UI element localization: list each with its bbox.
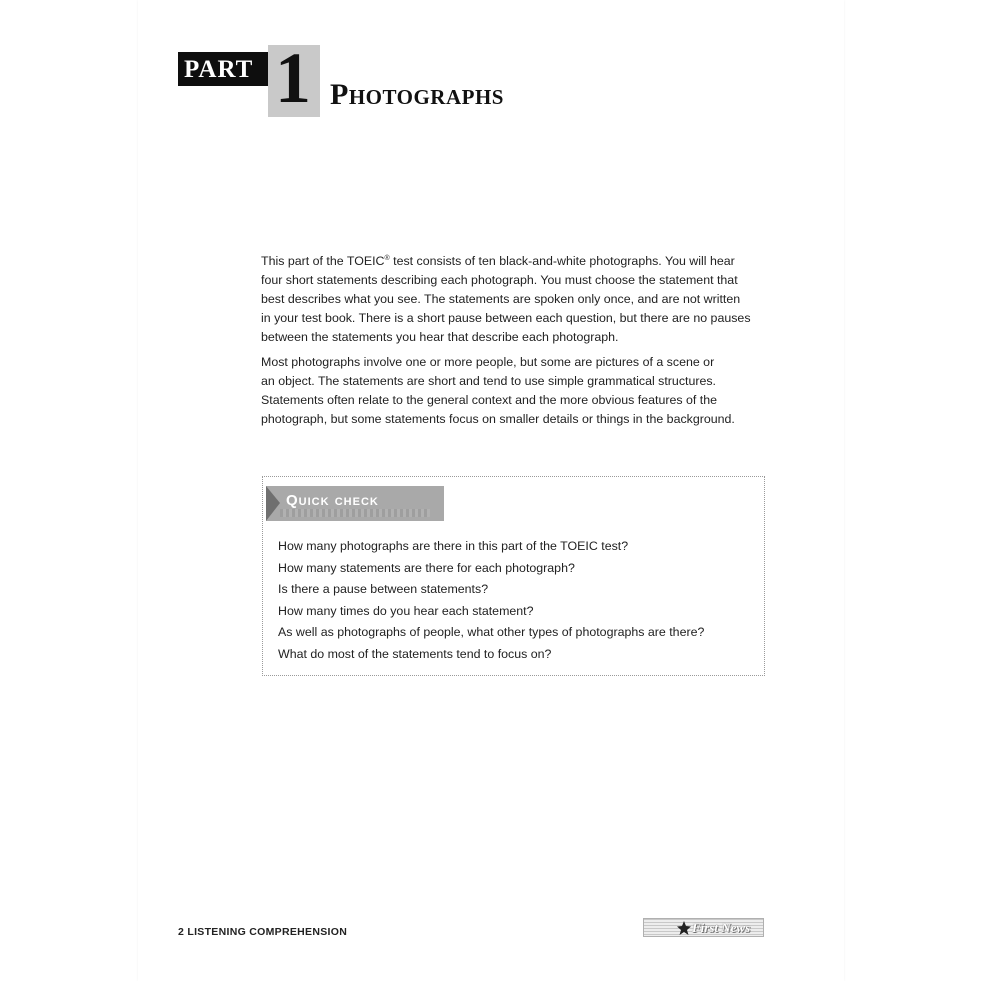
text-fragment: This part of the TOEIC (261, 254, 385, 268)
list-item: How many photographs are there in this part of the TOEIC test? (278, 539, 629, 553)
text-line: photograph, but some statements focus on smaller details or things in the background. (261, 412, 735, 426)
text-line: Statements often relate to the general context and the more obvious features of the (261, 393, 717, 407)
intro-paragraph-1 (261, 252, 781, 347)
part-label: PART (184, 56, 254, 83)
text-fragment: test consists of ten black-and-white photographs. You will hear (389, 254, 735, 268)
registered-mark: ® (384, 255, 390, 262)
list-item: As well as photographs of people, what other types of photographs are there? (278, 625, 705, 639)
star-icon (676, 920, 692, 936)
text-line: Most photographs involve one or more people, but some are pictures of a scene or (261, 355, 715, 369)
text-line: between the statements you hear that describe each photograph. (261, 330, 619, 344)
text-line (261, 252, 781, 271)
publisher-logo (643, 918, 764, 937)
list-item: Is there a pause between statements? (278, 582, 489, 596)
text-line: four short statements describing each photograph. You must choose the statement that (261, 273, 738, 287)
list-item: How many statements are there for each photograph? (278, 560, 575, 575)
quick-check-questions (278, 536, 704, 665)
text-line: best describes what you see. The statements are spoken only once, and are not written (261, 292, 741, 306)
footer (178, 926, 347, 938)
text-line: an object. The statements are short and tend to use simple grammatical structures. (261, 374, 717, 388)
section-name: LISTENING COMPREHENSION (187, 926, 348, 938)
page-number: 2 (178, 926, 185, 938)
list-item: How many times do you hear each statement? (278, 603, 534, 618)
list-item: What do most of the statements tend to focus on? (278, 646, 552, 661)
intro-text (261, 252, 781, 429)
part-number: 1 (275, 38, 311, 118)
text-line: in your test book. There is a short pause between each question, but there are no pauses (261, 311, 751, 325)
quick-check-label: Quick check (286, 492, 379, 509)
intro-paragraph-2 (261, 353, 781, 429)
page-title: Photographs (330, 78, 504, 111)
publisher-name: First News (692, 920, 751, 935)
